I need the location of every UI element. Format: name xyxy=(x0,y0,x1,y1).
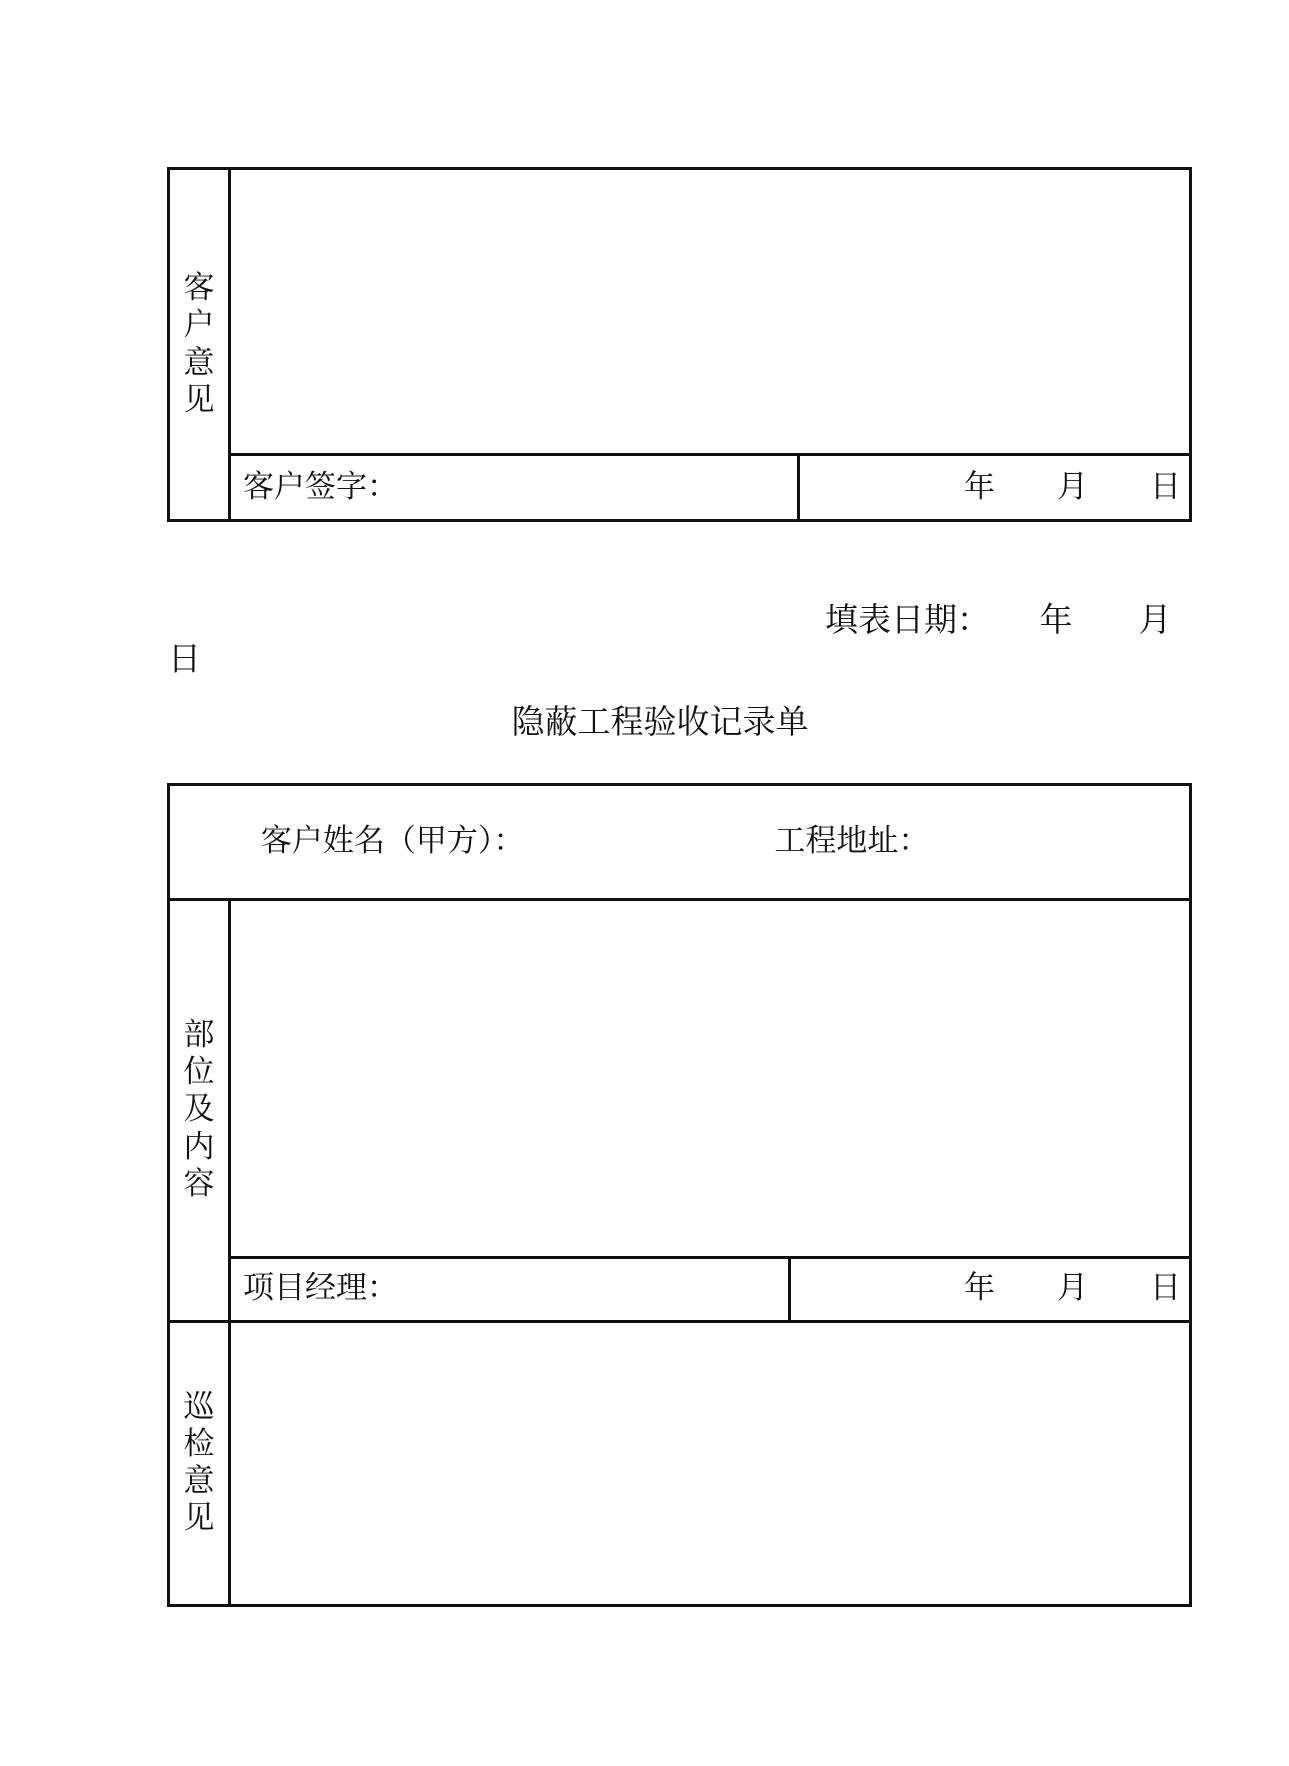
content-label-char: 容 xyxy=(183,1165,215,1202)
page-title: 隐蔽工程验收记录单 xyxy=(511,702,809,741)
inspection-record-table xyxy=(167,783,1192,1607)
customer-name-label: 客户姓名（甲方）： xyxy=(260,823,525,860)
project-manager-date[interactable]: 年 月 日 xyxy=(790,1257,1191,1321)
content-label-char: 位 xyxy=(183,1054,215,1091)
customer-opinion-char: 客 xyxy=(183,270,215,307)
inspection-label xyxy=(169,1321,230,1605)
content-label-char: 内 xyxy=(183,1128,215,1165)
project-manager-cell[interactable] xyxy=(230,1257,790,1321)
customer-signature-date[interactable]: 年 月 日 xyxy=(799,455,1191,521)
inspection-label-char: 巡 xyxy=(183,1388,215,1425)
customer-opinion-table xyxy=(167,167,1192,522)
inspection-field[interactable] xyxy=(230,1321,1191,1605)
customer-opinion-field[interactable] xyxy=(230,169,1191,455)
customer-signature-cell[interactable] xyxy=(230,455,799,521)
customer-signature-label: 客户签字： xyxy=(243,468,398,505)
customer-opinion-label xyxy=(169,169,230,521)
fill-date-day: 日 xyxy=(168,639,201,678)
content-label-char: 部 xyxy=(183,1017,215,1054)
inspection-label-char: 见 xyxy=(183,1500,215,1537)
content-label-char: 及 xyxy=(183,1091,215,1128)
customer-opinion-char: 户 xyxy=(183,307,215,344)
fill-date-label: 填表日期： 年 月 xyxy=(825,600,1172,639)
inspection-label-char: 意 xyxy=(183,1463,215,1500)
header-cell xyxy=(169,785,1191,900)
customer-opinion-char: 意 xyxy=(183,344,215,381)
content-label xyxy=(169,899,230,1321)
customer-opinion-char: 见 xyxy=(183,381,215,418)
project-manager-label: 项目经理： xyxy=(243,1270,398,1307)
project-address-label: 工程地址： xyxy=(774,823,930,860)
inspection-label-char: 检 xyxy=(183,1425,215,1462)
content-field[interactable] xyxy=(230,899,1191,1257)
